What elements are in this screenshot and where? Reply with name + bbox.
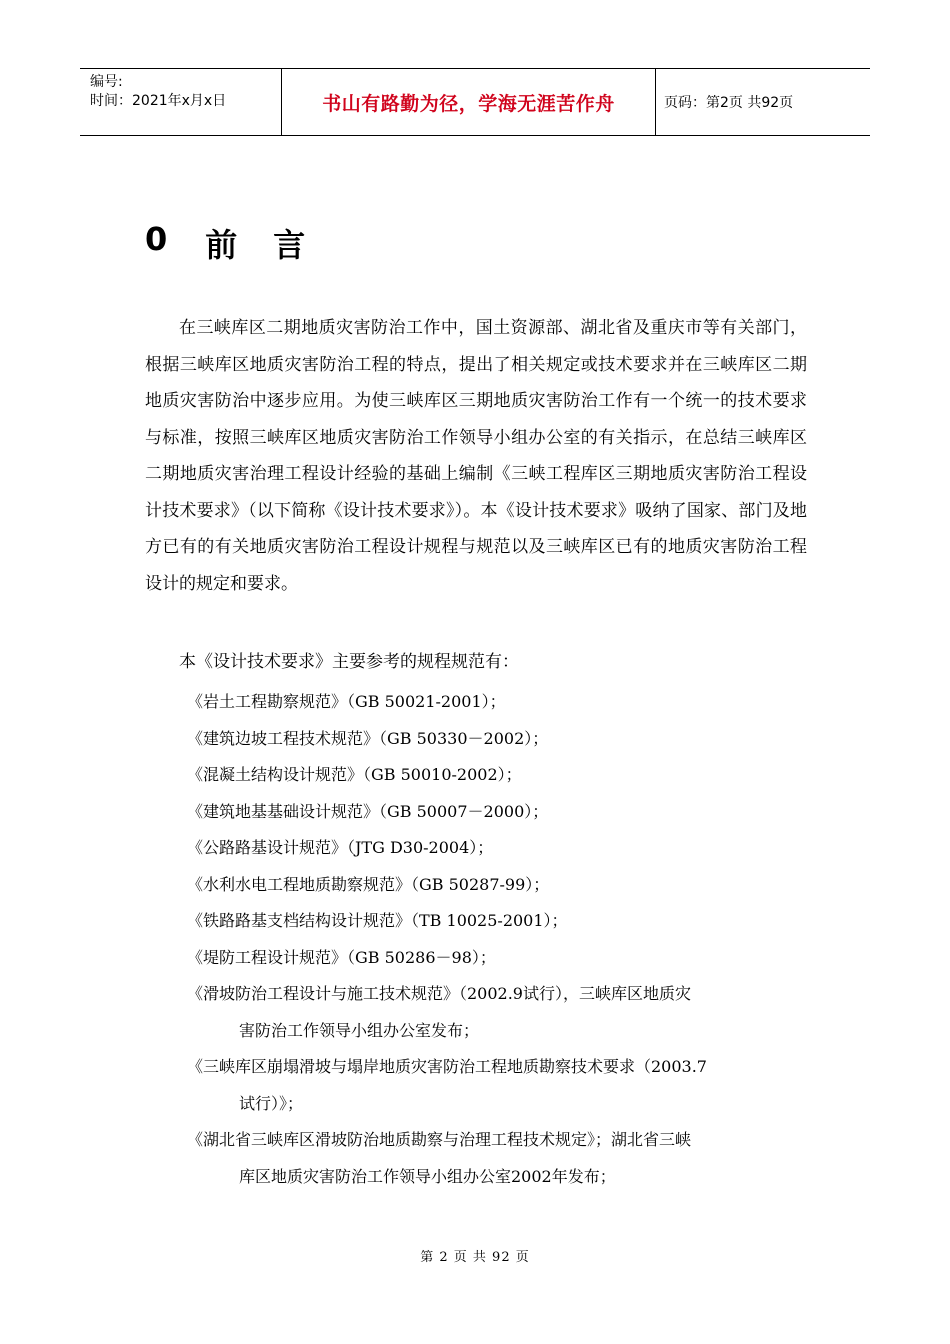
reference-item: 《混凝土结构设计规范》（GB 50010-2002）； xyxy=(187,765,522,784)
reference-item: 《滑坡防治工程设计与施工技术规范》（2002.9试行），三峡库区地质灾 害防治工作领导小组办公室发布； xyxy=(187,984,691,1040)
intro-paragraph: 在三峡库区二期地质灾害防治工作中，国土资源部、湖北省及重庆市等有关部门，根据三峡库区地质灾害防治工程的特点，提出了相关规定或技术要求并在三峡库区二期地质灾害防治中逐步应用。为使三峡库区三期地质灾害防治工作有一个统一的技术要求与标准，按照三峡库区地质灾害防治工作领导小组办公室的有关指示，在总结三峡库区二期地质灾害治理工程设计经验的基础上编制《三峡工程库区三期地质灾害防治工程设计技术要求》（以下简称《设计技术要求》）。本《设计技术要求》吸纳了国家、部门及地方已有的有关地质灾害防治工程设计规程与规范以及三峡库区已有的地质灾害防治工程设计的规定和要求。 xyxy=(145,318,807,594)
time-label: 时间：2021年x月x日 xyxy=(90,93,227,109)
page-header xyxy=(80,68,870,136)
reference-item: 《水利水电工程地质勘察规范》（GB 50287-99）； xyxy=(187,874,550,894)
header-page-info: 页码：第2页 共92页 xyxy=(664,95,794,111)
chapter-heading xyxy=(145,220,341,266)
page-footer: 第 2 页 共 92 页 xyxy=(420,1250,530,1265)
references-intro: 本《设计技术要求》主要参考的规程规范有： xyxy=(179,652,519,672)
references-list xyxy=(187,684,807,1195)
header-motto: 书山有路勤为径，学海无涯苦作舟 xyxy=(282,69,656,135)
reference-item: 《公路路基设计规范》（JTG D30-2004）； xyxy=(187,838,494,857)
header-meta xyxy=(80,69,282,135)
reference-item: 《建筑地基基础设计规范》（GB 50007－2000）； xyxy=(187,801,549,821)
reference-item: 《三峡库区崩塌滑坡与塌岸地质灾害防治工程地质勘察技术要求（2003.7 试行）》； xyxy=(187,1057,707,1113)
reference-item: 《堤防工程设计规范》（GB 50286－98）； xyxy=(187,947,496,967)
reference-item: 《湖北省三峡库区滑坡防治地质勘察与治理工程技术规定》；湖北省三峡 库区地质灾害防治工作领导小组办公室2002年发布； xyxy=(187,1130,692,1186)
reference-item: 《建筑边坡工程技术规范》（GB 50330－2002）； xyxy=(187,728,549,748)
reference-item: 《岩土工程勘察规范》（GB 50021-2001）； xyxy=(187,692,506,711)
chapter-number: 0 xyxy=(145,220,170,258)
code-label: 编号: xyxy=(90,74,123,90)
chapter-title: 前言 xyxy=(205,226,342,264)
reference-item: 《铁路路基支档结构设计规范》（TB 10025-2001）； xyxy=(187,911,568,930)
